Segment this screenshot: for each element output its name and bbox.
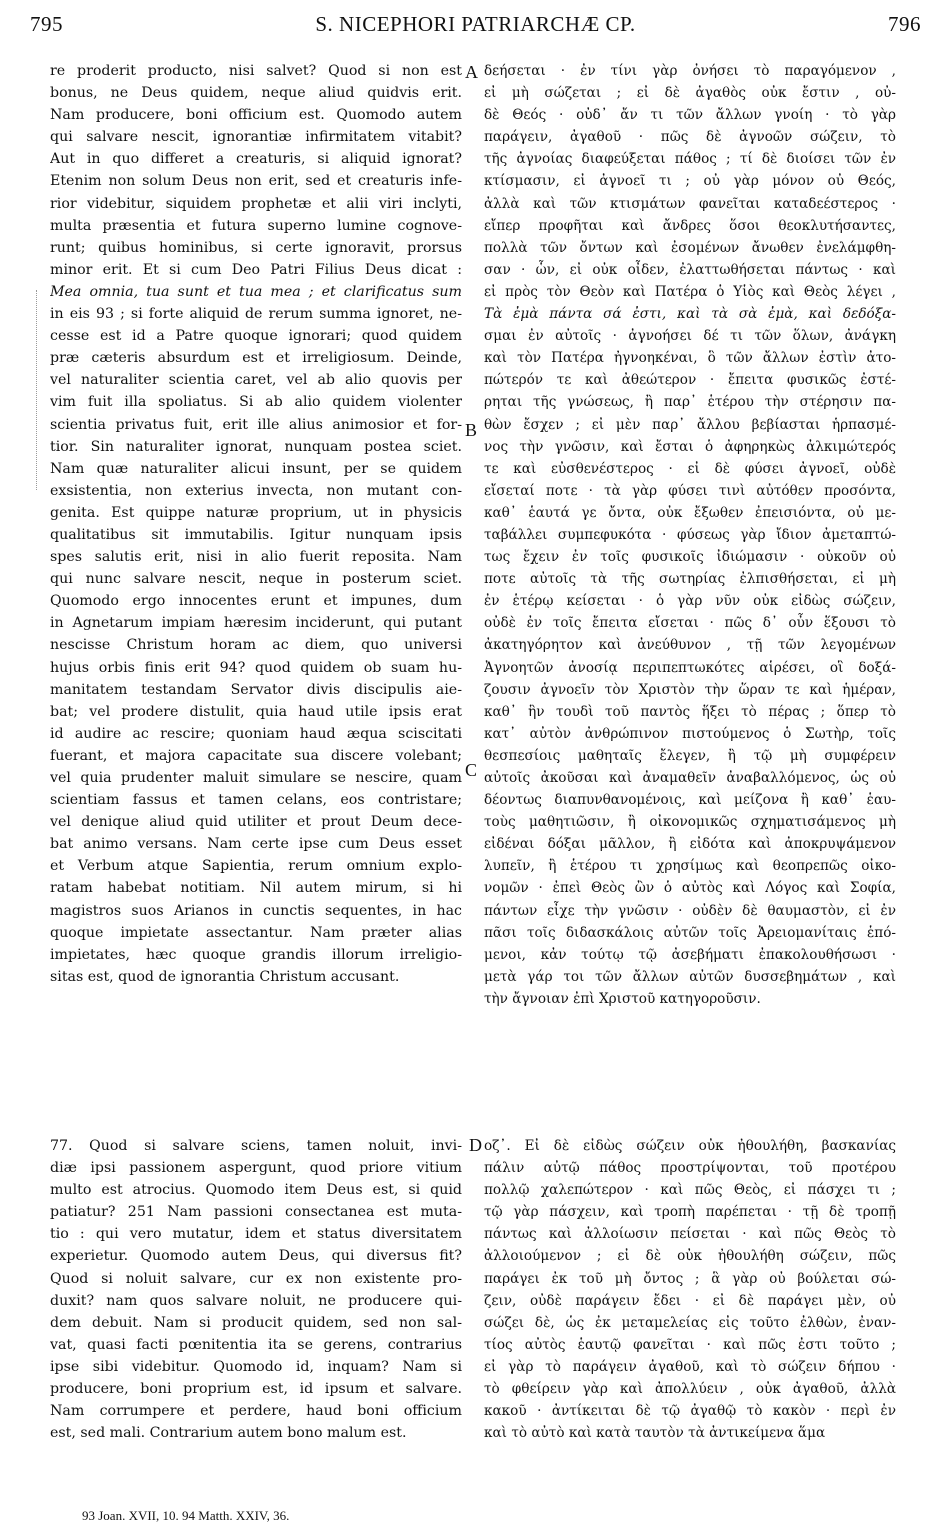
text-line: impietates, hæc quoque grandis illorum irreligio- xyxy=(50,946,462,963)
text-line: runt; quibus hominibus, si certe ignoravit, prorsus xyxy=(50,239,462,256)
text-line: re proderit producto, nisi salvet? Quod si non est xyxy=(50,63,462,79)
text-line: ζειν, οὐδὲ παράγειν ἔδει · εἰ δὲ παράγει μὲν, οὐ xyxy=(484,1292,896,1309)
text-line: experietur. Quomodo autem Deus, qui diversus fit? xyxy=(50,1248,462,1265)
page-number-left: 795 xyxy=(30,12,63,36)
text-line: vel naturaliter scientia caret, vel ab alio quovis per xyxy=(50,372,462,389)
text-line: cesse est id a Patre quoque ignorari; quod quidem xyxy=(50,328,462,345)
text-line: εἰ μὴ σώζεται ; εἰ δὲ ἀγαθὸς οὐκ ἔστιν , οὐ- xyxy=(484,85,896,102)
text-line: εἰδέναι δόξαι μᾶλλον, ἢ εἰδότα καὶ ἀποκρυψάμενον xyxy=(484,836,896,853)
text-line: diæ ipsi passionem aspergunt, quod priore vitium xyxy=(50,1160,462,1177)
text-line: scientiam fassus et tamen celans, eos contristare; xyxy=(50,792,462,809)
text-line: qui nunc salvare nescit, neque in posterum sciet. xyxy=(50,571,462,588)
text-line: et Verbum atque Sapientia, rerum omnium explo- xyxy=(50,858,462,875)
text-line: τῷ γὰρ πάσχειν, καὶ τροπὴ παρέπεται · τῇ δὲ τροπῇ xyxy=(484,1204,896,1221)
greek-column-top xyxy=(484,60,896,1010)
text-line: qualitatibus sit immutabilis. Igitur nunquam ipsis xyxy=(50,526,462,543)
text-line: est, sed mali. Contrarium autem bono malum est. xyxy=(50,1425,407,1442)
text-line: πάντως καὶ ἀλλοίωσιν πείσεται · καὶ πῶς Θεὸς τὸ xyxy=(484,1226,896,1243)
text-line: vel quia prudenter maluit simulare se nescire, quam xyxy=(50,770,462,786)
page-number-right: 796 xyxy=(888,12,921,36)
text-line: ἀλλὰ καὶ τῶν κτισμάτων φανεῖται καταδεέστερος · xyxy=(484,195,896,212)
text-line: τοὺς μαθητιῶσιν, ἢ οἰκονομικῶς σχηματισάμενος μὴ xyxy=(484,814,896,831)
text-line: τῆς ἀγνοίας διαφεύξεται πάθος ; τί δὲ διοίσει τῶν ἐν xyxy=(484,151,896,168)
text-line: πολλῷ χαλεπώτερον · καὶ πῶς Θεὸς, εἰ πάσχει τι ; xyxy=(484,1182,896,1199)
text-line: σμαι ἐν αὐτοῖς · ἀγνοήσει δέ τι τῶν ὅλων, ἀνάγκη xyxy=(484,328,896,345)
text-line: producere, boni proprium est, id ipsum et salvare. xyxy=(50,1381,462,1398)
text-line: bat; vel prodere distulit, quia haud utile ipsis erat xyxy=(50,703,462,720)
text-line: ἀκατηγόρητον καὶ ἀνεύθυνον , τῇ τῶν λεγομένων xyxy=(484,637,896,654)
text-line: ἐν ἑτέρῳ κείσεται · ὁ γὰρ νῦν οὐκ εἰδὼς σώζειν, xyxy=(484,593,896,610)
text-line: tior. Sin naturaliter ignorat, nunquam postea sciet. xyxy=(50,438,462,455)
margin-rule xyxy=(36,290,37,490)
section-marker-a: A xyxy=(465,62,478,82)
text-line: δὲ Θεός · οὐδ᾽ ἄν τι τῶν ἄλλων γνοίη · τὸ γὰρ xyxy=(484,107,896,124)
text-line: magistros suos Arianos in cunctis sequentes, in hac xyxy=(50,902,462,919)
text-line: Mea omnia, tua sunt et tua mea ; et clarificatus sum xyxy=(50,283,462,300)
text-line: Etenim non solum Deus non erit, sed et creaturis infe- xyxy=(50,173,462,190)
text-line: εἰ γὰρ τὸ παράγειν ἀγαθοῦ, καὶ τὸ σώζειν δήπου · xyxy=(484,1358,896,1375)
text-line: Nam quæ naturaliter alicui insunt, per se quidem xyxy=(50,460,462,477)
section-marker-c: C xyxy=(465,760,478,780)
text-line: οζ᾽. Εἰ δὲ εἰδὼς σώζειν οὐκ ἠθουλήθη, βασκανίας xyxy=(484,1138,896,1154)
text-line: Nam producere, boni officium est. Quomodo autem xyxy=(50,107,462,124)
text-line: quoque impietate assectantur. Nam præter alias xyxy=(50,924,462,941)
text-line: Ἀγνοητῶν ἀνοσίᾳ περιπεπτωκότες αἱρέσει, οἳ δοξά- xyxy=(484,659,896,676)
text-line: μενοι, κἀν τούτῳ τῷ ἀσεβήματι ἐπακολουθήσωσι · xyxy=(484,946,896,963)
page-header xyxy=(30,8,921,44)
text-line: ταβάλλει συμπεφυκότα · φύσεως γὰρ ἴδιον ἀμεταπτώ- xyxy=(484,526,896,543)
text-line: bat animo versans. Nam certe ipse cum Deus esset xyxy=(50,836,462,853)
text-line: vat, quasi facti pœnitentia ita se gerens, contrarius xyxy=(50,1336,462,1353)
running-title: S. NICEPHORI PATRIARCHÆ CP. xyxy=(315,12,636,36)
text-line: κτίσμασιν, εἰ ἀγνοεῖ τι ; οὐ γὰρ μόνον οὐ Θεός, xyxy=(484,173,896,190)
text-line: minor erit. Et si cum Deo Patri Filius Deus dicat : xyxy=(50,261,462,278)
text-line: σαν · ὧν, εἰ οὐκ οἶδεν, ἐλαττωθήσεται πάντως · καὶ xyxy=(484,261,896,278)
text-line: κατ᾽ αὐτὸν ἀνθρώπινον πιστούμενος ὁ Σωτὴρ, τοῖς xyxy=(484,725,896,742)
text-line: Τὰ ἐμὰ πάντα σά ἐστι, καὶ τὰ σὰ ἐμὰ, καὶ δεδόξα- xyxy=(484,306,896,323)
text-line: sitas est, quod de ignorantia Christum accusant. xyxy=(50,968,400,985)
text-line: scientia privatus fuit, erit ille alius animosior et for- xyxy=(50,416,462,433)
text-line: rior videbitur, siquidem prophetæ et alii viri inclyti, xyxy=(50,195,462,212)
text-line: θεσπεσίοις μαθηταῖς ἔλεγεν, ἢ τῷ μὴ συμφέρειν xyxy=(484,747,896,764)
text-line: Quomodo ergo innocentes erunt et impunes, dum xyxy=(50,593,462,610)
text-line: παράγειν, ἀγαθοῦ · πῶς δὲ ἀγνοῶν σώζειν, τὸ xyxy=(484,129,896,146)
text-line: Quod si noluit salvare, cur ex non existente pro- xyxy=(50,1270,462,1287)
text-line: εἴπερ προφῆται καὶ ἄνδρες ὅσοι θεοκλυτήσαντες, xyxy=(484,217,896,234)
greek-column-bottom xyxy=(484,1135,896,1444)
text-line: præ cæteris absurdum est et irreligiosum. Deinde, xyxy=(50,350,462,367)
text-line: hujus orbis finis erit 94? quod quidem ob suam hu- xyxy=(50,659,462,676)
text-line: εἴσεταί ποτε · τὰ γὰρ φύσει τινὶ αὐτόθεν προσόντα, xyxy=(484,482,896,499)
text-line: multo est atrocius. Quomodo item Deus est, si quid xyxy=(50,1182,462,1199)
text-line: Nam corrumpere et perdere, haud boni officium xyxy=(50,1403,462,1420)
text-line: ipse sibi videbitur. Quomodo id, inquam? Nam si xyxy=(50,1358,462,1375)
latin-column-bottom xyxy=(50,1135,462,1444)
text-line: νος τὴν γνῶσιν, καὶ ἔσται ὁ ἀφηρηκὼς ἀλκιμώτερός xyxy=(484,438,896,455)
text-line: id audire ac rescire; quoniam haud æqua sciscitati xyxy=(50,725,462,742)
text-line: πάντων εἶχε τὴν γνῶσιν · οὐδὲν δὲ θαυμαστὸν, εἰ ἐν xyxy=(484,902,896,919)
text-line: θὼν ἔσχεν ; εἰ μὲν παρ᾽ ἄλλου βεβίασται ἡρπασμέ- xyxy=(484,416,896,433)
text-line: qui salvare nescit, ignorantiæ infirmitatem vitabit? xyxy=(50,129,462,146)
text-line: manitatem testandam Servator divis discipulis aie- xyxy=(50,681,462,698)
text-line: τὴν ἄγνοιαν ἐπὶ Χριστοῦ κατηγοροῦσιν. xyxy=(484,990,761,1007)
text-line: patiatur? 251 Nam passioni consectanea est muta- xyxy=(50,1204,462,1221)
section-marker-d: D xyxy=(469,1135,482,1155)
text-line: genita. Est quippe naturæ proprium, ut in physicis xyxy=(50,504,462,521)
text-line: τὸ φθείρειν γὰρ καὶ ἀπολλύειν , οὐκ ἀγαθοῦ, ἀλλὰ xyxy=(484,1381,896,1398)
text-line: spes salutis erit, nisi in alio fuerit reposita. Nam xyxy=(50,549,462,566)
text-line: ρηται τῆς γνώσεως, ἢ παρ᾽ ἑτέρου τὴν στέρησιν πα- xyxy=(484,394,896,411)
text-line: πώτερόν τε καὶ ἀθεώτερον · ἔπειτα φυσικῶς ἐστέ- xyxy=(484,372,896,389)
latin-column-top xyxy=(50,60,462,988)
text-line: ζουσιν ἀγνοεῖν τὸν Χριστὸν τὴν ὥραν τε καὶ ἡμέραν, xyxy=(484,681,896,698)
text-line: tio : qui vero mutatur, idem et status diversitatem xyxy=(50,1226,462,1243)
text-line: nescisse Christum horam ac diem, quo universi xyxy=(50,637,462,654)
text-line: 77. Quod si salvare sciens, tamen noluit, invi- xyxy=(50,1138,462,1154)
text-line: πάλιν αὐτῷ πάθος προστρίψονται, τοῦ προτέρου xyxy=(484,1160,896,1177)
text-line: τε καὶ εὐσθενέστερος · εἰ δὲ φύσει ἀγνοεῖ, οὐδὲ xyxy=(484,460,896,477)
text-line: σώζει δὲ, ὡς ἐκ μεταμελείας εἰς τοῦτο ἐλθὼν, ἐναν- xyxy=(484,1314,896,1331)
text-line: καθ᾽ ἣν τουδὶ τοῦ παντὸς ἥξει τὸ πέρας ; ὅπερ τὸ xyxy=(484,703,896,720)
text-line: εἰ πρὸς τὸν Θεὸν καὶ Πατέρα ὁ Υἱὸς καὶ Θεὸς λέγει , xyxy=(484,283,896,300)
text-line: αὐτοῖς ἀκοῦσαι καὶ ἀναμαθεῖν ἀναβαλλόμενος, ὡς οὐ xyxy=(484,770,896,786)
text-line: dem debuit. Nam si producit quidem, sed non sal- xyxy=(50,1314,462,1331)
text-line: vim fuit illa spoliatus. Si ab alio quidem violenter xyxy=(50,394,462,411)
text-line: ποτε αὐτοῖς τὰ τῆς σωτηρίας ἐλπισθήσεται, εἰ μὴ xyxy=(484,571,896,588)
text-line: δέοντως διαπυνθανομένοις, καὶ μείζονα ἢ καθ᾽ ἑαυ- xyxy=(484,792,896,809)
text-line: in Agnetarum impiam hæresim inciderunt, qui putant xyxy=(50,615,462,632)
text-line: μετὰ γάρ τοι τῶν ἄλλων αὐτῶν δυσσεβημάτων , καὶ xyxy=(484,968,896,985)
text-line: fuerant, et majora capacitate sua discere volebant; xyxy=(50,747,462,764)
text-line: λυπεῖν, ἢ ἑτέρου τι χρησίμως καὶ θεοπρεπῶς οἰκο- xyxy=(484,858,896,875)
text-line: ἀλλοιούμενον ; εἰ δὲ οὐκ ἠθουλήθη σώζειν, πῶς xyxy=(484,1248,896,1265)
text-line: οὐδὲ ἐν τοῖς ἔπειτα εἴσεται · πῶς δ᾽ οὖν ἕξουσι τὸ xyxy=(484,615,896,632)
text-line: καθ᾽ ἑαυτά γε ὄντα, οὐκ ἔξωθεν ἐπεισιόντα, οὐ με- xyxy=(484,504,896,521)
text-line: τως ἔχειν ἐν τοῖς φυσικοῖς ἰδιώμασιν · οὐκοῦν οὐ xyxy=(484,549,896,566)
text-line: in eis 93 ; si forte aliquid de rerum summa ignoret, ne- xyxy=(50,306,462,323)
text-line: multa præsentia et futura superno lumine cognove- xyxy=(50,217,462,234)
text-line: καὶ τὸν Πατέρα ἠγνοηκέναι, ὃ τῶν ἄλλων ἐστὶν ἀτο- xyxy=(484,350,896,367)
section-marker-b: B xyxy=(465,420,478,440)
text-line: πολλὰ τῶν ὄντων καὶ ἐσομένων ἄνωθεν ἐνελάμφθη- xyxy=(484,239,896,256)
text-line: τίος αὐτὸς ἑαυτῷ φανεῖται · καὶ πῶς ἐστι τοῦτο ; xyxy=(484,1336,896,1353)
text-line: bonus, ne Deus quidem, neque aliud quidvis erit. xyxy=(50,85,462,102)
text-line: πᾶσι τοῖς διδασκάλοις αὐτῶν τοῖς Ἀρειομανίταις ἑπό- xyxy=(484,924,896,941)
text-line: νομῶν · ἐπεὶ Θεὸς ὢν ὁ αὐτὸς καὶ Λόγος καὶ Σοφία, xyxy=(484,880,896,897)
text-line: Aut in quo differet a creaturis, si aliquid ignorat? xyxy=(50,151,462,168)
text-line: παράγει ἐκ τοῦ μὴ ὄντος ; ἃ γὰρ οὐ βούλεται σώ- xyxy=(484,1270,896,1287)
text-line: δεήσεται · ἐν τίνι γὰρ ὀνήσει τὸ παραγόμενον , xyxy=(484,63,896,79)
text-line: duxit? nam quos salvare noluit, ne producere qui- xyxy=(50,1292,462,1309)
text-line: exsistentia, non exterius invecta, non mutant con- xyxy=(50,482,462,499)
text-line: καὶ τὸ αὐτὸ καὶ κατὰ ταυτὸν τὰ ἀντικείμενα ἅμα xyxy=(484,1425,826,1442)
text-line: vel denique aliud quid utiliter et prout Deum dece- xyxy=(50,814,462,831)
text-line: κακοῦ · ἀντίκειται δὲ τῷ ἀγαθῷ τὸ κακὸν · περὶ ἐν xyxy=(484,1403,896,1420)
text-line: ratam habebat notitiam. Nil autem mirum, si hi xyxy=(50,880,462,897)
footnotes: 93 Joan. XVII, 10. 94 Matth. XXIV, 36. xyxy=(82,1508,290,1523)
